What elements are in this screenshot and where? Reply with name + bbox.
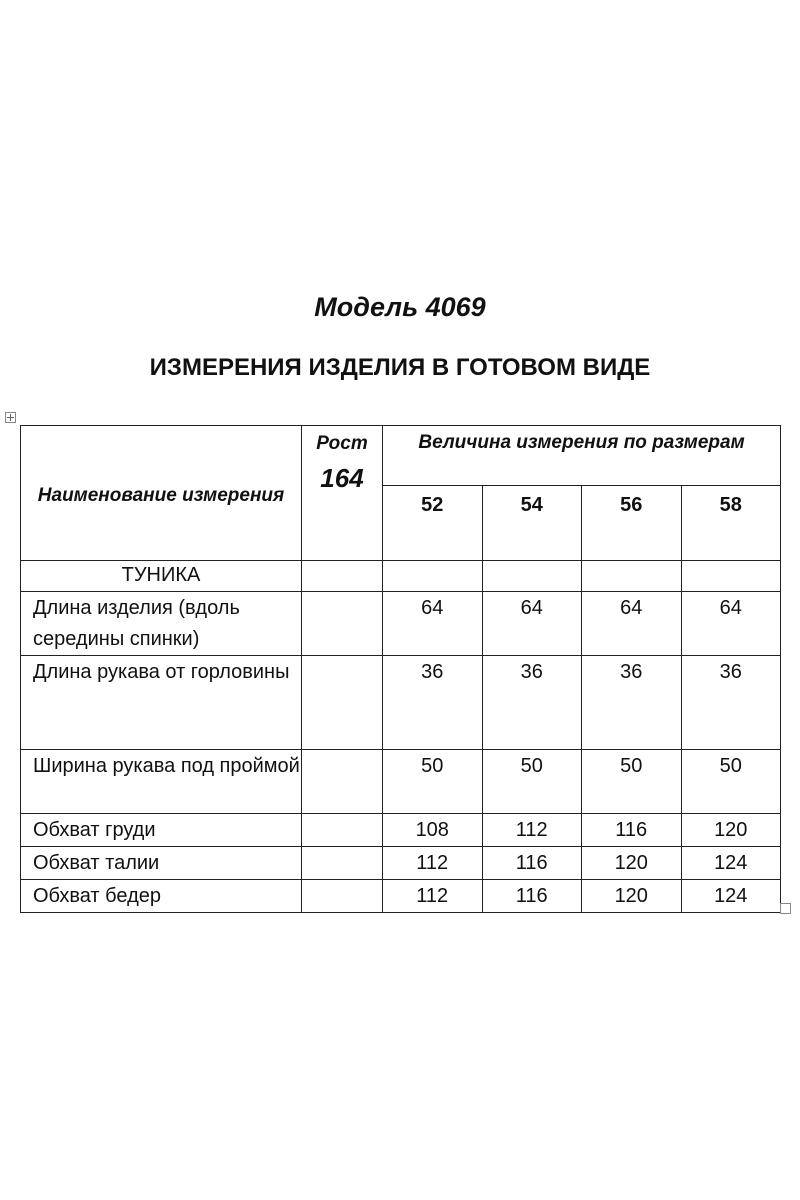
header-height-value: 164	[320, 463, 364, 493]
table-cell	[681, 561, 781, 592]
header-size-54: 54	[482, 486, 582, 561]
row-value: 64	[681, 592, 781, 656]
row-value: 120	[582, 880, 682, 913]
header-height	[302, 426, 383, 561]
row-value: 120	[582, 847, 682, 880]
table-cell	[482, 561, 582, 592]
row-value: 64	[482, 592, 582, 656]
table-cell	[302, 592, 383, 656]
row-value: 112	[482, 814, 582, 847]
row-value: 112	[383, 880, 483, 913]
header-height-label: Рост	[316, 433, 368, 454]
table-row	[21, 847, 781, 880]
header-measurement-name: Наименование измерения	[21, 426, 302, 561]
row-value: 50	[383, 750, 483, 814]
table-row	[21, 592, 781, 656]
table-cell	[582, 561, 682, 592]
table-cell	[302, 847, 383, 880]
row-value: 124	[681, 847, 781, 880]
row-name: Обхват талии	[21, 847, 302, 880]
table-cell	[383, 561, 483, 592]
table-cell	[302, 880, 383, 913]
table-row	[21, 814, 781, 847]
header-sizes-group: Величина измерения по размерам	[383, 426, 781, 486]
table-cell	[302, 561, 383, 592]
table-move-handle-icon[interactable]	[5, 412, 16, 423]
row-value: 64	[582, 592, 682, 656]
table-row	[21, 750, 781, 814]
row-value: 112	[383, 847, 483, 880]
row-value: 116	[482, 847, 582, 880]
table-row	[21, 656, 781, 750]
row-value: 36	[482, 656, 582, 750]
table-header-row	[21, 426, 781, 486]
document-heading: ИЗМЕРЕНИЯ ИЗДЕЛИЯ В ГОТОВОМ ВИДЕ	[149, 354, 651, 381]
row-value: 124	[681, 880, 781, 913]
row-name: Длина рукава от горловины	[21, 656, 302, 750]
table-cell	[302, 656, 383, 750]
row-value: 108	[383, 814, 483, 847]
row-value: 50	[681, 750, 781, 814]
measurements-table	[20, 425, 781, 913]
section-row	[21, 561, 781, 592]
section-title: ТУНИКА	[21, 561, 302, 592]
header-size-52: 52	[383, 486, 483, 561]
row-value: 36	[383, 656, 483, 750]
row-name: Обхват груди	[21, 814, 302, 847]
table-row	[21, 880, 781, 913]
row-value: 50	[482, 750, 582, 814]
row-value: 50	[582, 750, 682, 814]
row-value: 36	[582, 656, 682, 750]
row-name: Обхват бедер	[21, 880, 302, 913]
table-cell	[302, 814, 383, 847]
row-value: 116	[582, 814, 682, 847]
row-name: Длина изделия (вдоль середины спинки)	[21, 592, 302, 656]
header-size-56: 56	[582, 486, 682, 561]
row-value: 64	[383, 592, 483, 656]
row-value: 36	[681, 656, 781, 750]
table-resize-handle-icon[interactable]	[780, 903, 791, 914]
model-title: Модель 4069	[314, 292, 486, 322]
header-size-58: 58	[681, 486, 781, 561]
row-value: 116	[482, 880, 582, 913]
row-name: Ширина рукава под проймой	[21, 750, 302, 814]
table-cell	[302, 750, 383, 814]
row-value: 120	[681, 814, 781, 847]
